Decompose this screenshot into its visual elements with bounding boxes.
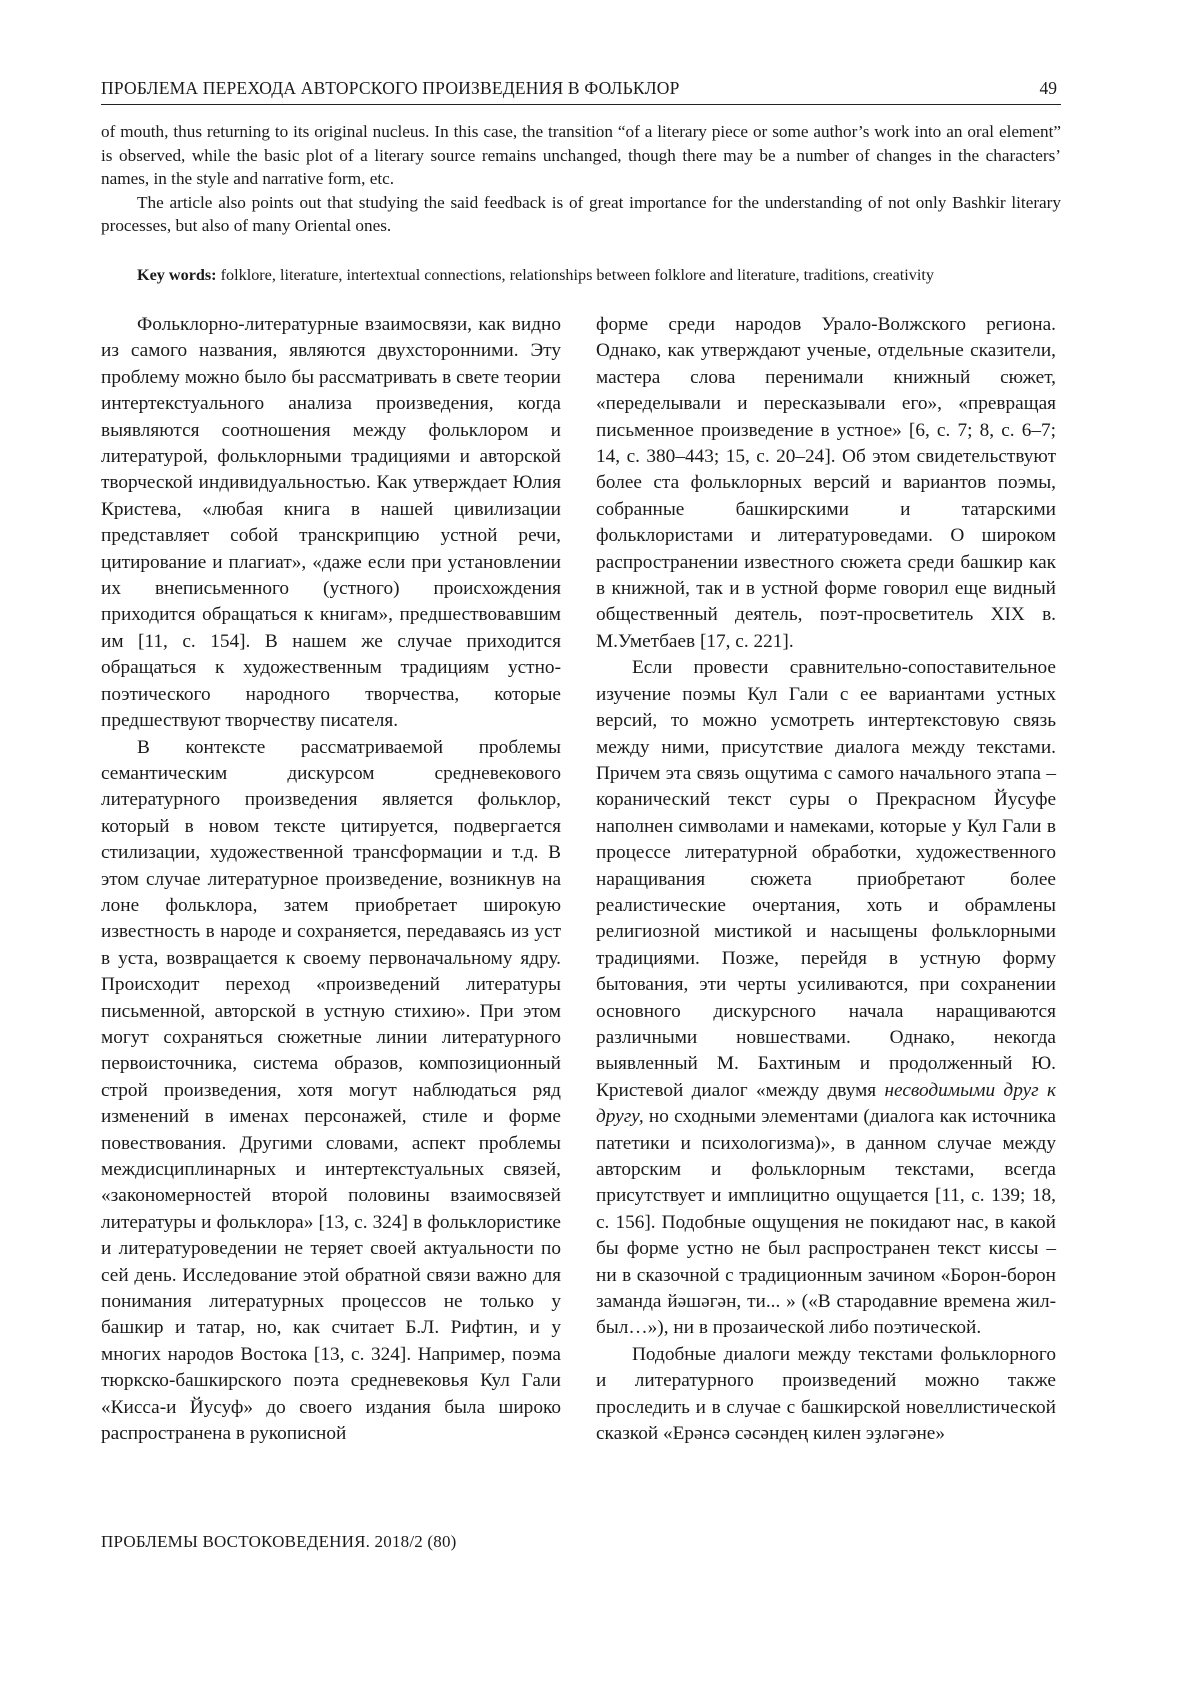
abstract-paragraph: The article also points out that studying the said feedback is of great importance for the understanding of not only Bashkir literary processes, but also of many Oriental ones. [101, 192, 1061, 235]
body-paragraph [596, 655, 1056, 1342]
keywords-label: Key words: [137, 266, 217, 284]
body-column-left [101, 312, 561, 1447]
body-paragraph: Подобные диалоги между текстами фольклорного и литературного произведений можно также проследить и в случае с башкирской новеллистической сказкой «Ерәнсә сәсәндең килен эҙләгәне» [596, 1343, 1056, 1445]
keywords-line [137, 264, 1077, 286]
abstract-paragraph: of mouth, thus returning to its original nucleus. In this case, the transition “of a literary piece or some author’s work into an oral element” is observed, while the basic plot of a literary source remains unchanged, though there may be a number of changes in the characters’ names, in the style and narrative form, etc. [101, 122, 1061, 188]
keywords-text: folklore, literature, intertextual connections, relationships between folklore and literature, traditions, creativity [216, 266, 934, 284]
running-title: ПРОБЛЕМА ПЕРЕХОДА АВТОРСКОГО ПРОИЗВЕДЕНИЯ В ФОЛЬКЛОР [101, 78, 680, 98]
page-number: 49 [1039, 78, 1057, 98]
body-paragraph: Фольклорно-литературные взаимосвязи, как видно из самого названия, являются двухсторонними. Эту проблему можно было бы рассматривать в свете теории интертекстуального анализа произведения, когда выявляются соотношения между фольклором и литературой, фольклорными традициями и авторской творческой индивидуальностью. Как утверждает Юлия Кристева, «любая книга в нашей цивилизации представляет собой транскрипцию устной речи, цитирование и плагиат», «даже если при установлении их внеписьменного (устного) происхождения приходится обращаться к книгам», предшествовавшим им [11, с. 154]. В нашем же случае приходится обращаться к художественным традициям устно-поэтического народного творчества, которые предшествуют творчеству писателя. [101, 314, 561, 732]
italic-quote: несводимыми друг к другу, [596, 1079, 1056, 1128]
running-header [101, 78, 1061, 105]
journal-footer: ПРОБЛЕМЫ ВОСТОКОВЕДЕНИЯ. 2018/2 (80) [101, 1532, 457, 1551]
english-abstract [101, 120, 1061, 238]
body-paragraph: В контексте рассматриваемой проблемы семантическим дискурсом средневекового литературного произведения является фольклор, который в новом тексте цитируется, подвергается стилизации, художественной трансформации и т.д. В этом случае литературное произведение, возникнув на лоне фольклора, затем приобретает широкую известность в народе и сохраняется, передаваясь из уст в уста, возвращается к своему первоначальному ядру. Происходит переход «произведений литературы письменной, авторской в устную стихию». При этом могут сохраняться сюжетные линии литературного первоисточника, система образов, композиционный строй произведения, хотя могут наблюдаться ряд изменений в именах персонажей, стиле и форме повествования. Другими словами, аспект проблемы междисциплинарных и интертекстуальных связей, «закономерностей второй половины взаимосвязей литературы и фольклора» [13, с. 324] в фольклористике и литературоведении не теряет своей актуальности по сей день. Исследование этой обратной связи важно для понимания литературных процессов не только у башкир и татар, но, как считает Б.Л. Рифтин, и у многих народов Востока [13, с. 324]. Например, поэма тюркско-башкирского поэта средневековья Кул Гали «Кисса-и Йусуф» до своего издания была широко распространена в рукописной [101, 736, 561, 1445]
body-text: но сходными элементами (диалога как источника патетики и психологизма)», в данном случае между авторским и фольклорным текстами, всегда присутствует и имплицитно ощущается [11, с. 139; 18, с. 156]. Подобные ощущения не покидают нас, в какой бы форме устно не был распространен текст киссы – ни в сказочной с традиционным зачином «Борон-борон заманда йәшәгән, ти... » («В стародавние времена жил-был…»), ни в прозаической либо поэтической. [596, 1106, 1056, 1339]
body-column-right [596, 312, 1056, 1447]
body-text: Если провести сравнительно-сопоставительное изучение поэмы Кул Гали с ее вариантами устных версий, то можно усмотреть интертекстовую связь между ними, присутствие диалога между текстами. Причем эта связь ощутима с самого начального этапа – коранический текст суры о Прекрасном Йусуфе наполнен символами и намеками, которые у Кул Гали в процессе литературной обработки, художественного наращивания сюжета приобретают более реалистические очертания, хоть и обрамлены религиозной мистикой и насыщены фольклорными традициями. Позже, перейдя в устную форму бытования, эти черты усиливаются, при сохранении основного дискурсного начала наращиваются различными новшествами. Однако, некогда выявленный М. Бахтиным и продолженный Ю. Кристевой диалог «между двумя [596, 657, 1056, 1101]
body-paragraph: форме среди народов Урало-Волжского региона. Однако, как утверждают ученые, отдельные сказители, мастера слова перенимали книжный сюжет, «переделывали и пересказывали его», «превращая письменное произведение в устное» [6, с. 7; 8, с. 6–7; 14, с. 380–443; 15, с. 20–24]. Об этом свидетельствуют более ста фольклорных версий и вариантов поэмы, собранные башкирскими и татарскими фольклористами и литературоведами. О широком распространении известного сюжета среди башкир как в книжной, так и в устной форме говорил еще видный общественный деятель, поэт-просветитель XIX в. М.Уметбаев [17, с. 221]. [596, 314, 1056, 652]
